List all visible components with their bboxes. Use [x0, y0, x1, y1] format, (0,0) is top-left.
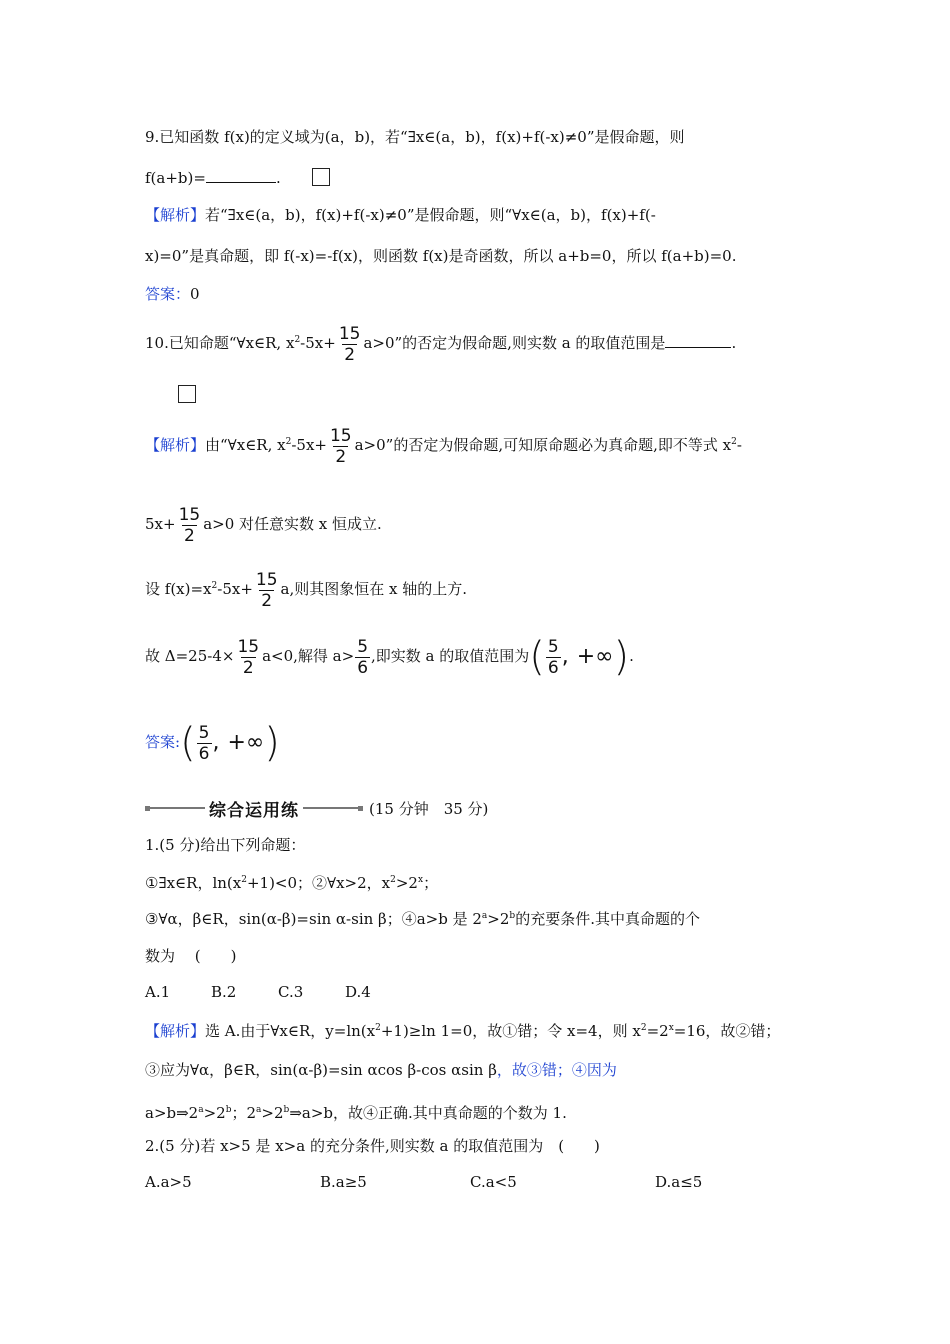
superscript: x — [417, 875, 424, 885]
superscript: a — [256, 1105, 262, 1115]
answer-value: 0 — [190, 285, 200, 303]
text: -5x+ — [217, 580, 253, 598]
text: ，故③错；④因为 — [496, 1061, 617, 1079]
option-c[interactable]: C.3 — [278, 983, 304, 1001]
left-paren: ( — [529, 634, 545, 680]
q10-stem-b: -5x+ — [300, 334, 336, 352]
q9-stem-text: f(a+b)= — [145, 169, 206, 187]
fraction — [235, 637, 261, 678]
text: a>0 对任意实数 x 恒成立. — [203, 515, 382, 533]
right-paren: ) — [264, 720, 280, 766]
q10-stem-a: 10.已知命题“∀x∈R, x — [145, 334, 295, 352]
answer-checkbox[interactable] — [312, 168, 330, 186]
superscript: b — [225, 1105, 232, 1115]
q10-stem — [145, 318, 736, 365]
numerator: 5 — [198, 722, 210, 743]
superscript: 2 — [294, 335, 301, 345]
analysis-tag: 【解析】 — [145, 1022, 206, 1040]
left-paren: ( — [180, 720, 196, 766]
denominator: 6 — [547, 657, 559, 678]
option-d[interactable]: D.4 — [345, 983, 371, 1001]
option-a[interactable]: A.1 — [145, 983, 171, 1001]
fraction — [254, 570, 280, 611]
option-d[interactable]: D.a≤5 — [655, 1173, 703, 1191]
text: ；2 — [231, 1104, 257, 1122]
option-b[interactable]: B.a≥5 — [320, 1173, 367, 1191]
option-a[interactable]: A.a>5 — [145, 1173, 192, 1191]
text: ； — [423, 874, 439, 892]
option-b[interactable]: B.2 — [211, 983, 237, 1001]
p1-line3 — [145, 906, 700, 929]
numerator: 5 — [547, 636, 559, 657]
analysis-tag: 【解析】 — [145, 206, 206, 224]
text: 设 f(x)=x — [145, 580, 212, 598]
text: a<0,解得 a> — [262, 647, 355, 665]
plus-infinity: +∞ — [227, 730, 265, 755]
divider-dot — [358, 806, 363, 811]
text: - — [736, 436, 742, 454]
fraction — [328, 426, 354, 467]
analysis-tag: 【解析】 — [145, 436, 206, 454]
denominator: 6 — [357, 657, 369, 678]
superscript: 2 — [640, 1023, 647, 1033]
right-paren: ) — [613, 634, 630, 680]
section-header — [145, 796, 488, 820]
text: =16，故②错； — [673, 1022, 781, 1040]
text: >2 — [261, 1104, 284, 1122]
fraction — [197, 723, 212, 764]
answer-blank — [665, 333, 731, 348]
fraction — [546, 637, 561, 678]
numerator: 15 — [237, 636, 260, 657]
q9-stem-line1: 9.已知函数 f(x)的定义域为(a，b)，若“∃x∈(a，b)，f(x)+f(-x)≠0”是假命题，则 — [145, 128, 685, 146]
superscript: a — [198, 1105, 204, 1115]
superscript: 2 — [285, 437, 292, 447]
text: >2 — [395, 874, 418, 892]
text: 选 A.由于∀x∈R，y=ln(x — [205, 1022, 376, 1040]
text: a,则其图象恒在 x 轴的上方. — [280, 580, 468, 598]
superscript: 2 — [375, 1023, 381, 1033]
denominator: 2 — [335, 446, 347, 467]
answer-label: 答案: — [145, 733, 181, 751]
p1-line4: 数为 ( ) — [145, 947, 237, 965]
q9-analysis-text1: 若“∃x∈(a，b)，f(x)+f(-x)≠0”是假命题，则“∀x∈(a，b)，f(x)+f(- — [205, 206, 656, 224]
answer-blank — [206, 168, 276, 183]
superscript: 2 — [211, 581, 218, 591]
q9-stem-line2: f(a+b)= . — [145, 169, 281, 187]
q9-analysis-line1 — [145, 205, 656, 225]
comma: , — [212, 730, 220, 755]
text: 故 Δ=25-4× — [145, 647, 235, 665]
fraction — [177, 505, 203, 546]
superscript: a — [481, 911, 488, 921]
text: +1)<0；②∀x>2，x — [246, 874, 391, 892]
text: a>b⇒2 — [145, 1104, 199, 1122]
text: ③∀α，β∈R，sin(α-β)=sin α-sin β；④a>b 是 2 — [145, 910, 482, 928]
denominator: 6 — [198, 743, 210, 764]
answer-label: 答案： — [145, 285, 191, 303]
text: >2 — [487, 910, 510, 928]
p1-line2 — [145, 870, 438, 893]
numerator: 15 — [255, 569, 278, 590]
p1-stem: 1.(5 分)给出下列命题： — [145, 836, 306, 854]
numerator: 15 — [329, 425, 352, 446]
q10-analysis-line2 — [145, 502, 382, 546]
comma: , — [561, 644, 569, 669]
divider-line — [150, 807, 205, 809]
q10-analysis-line4 — [145, 634, 634, 679]
divider-line — [303, 807, 358, 809]
text: a>0”的否定为假命题,可知原命题必为真命题,即不等式 x — [354, 436, 732, 454]
option-c[interactable]: C.a<5 — [470, 1173, 517, 1191]
numerator: 15 — [338, 323, 361, 344]
p1-analysis-line2 — [145, 1060, 617, 1080]
denominator: 2 — [183, 525, 195, 546]
superscript: x — [668, 1023, 674, 1033]
plus-infinity: +∞ — [576, 644, 614, 669]
text: +1)≥ln 1=0，故①错；令 x=4，则 x — [380, 1022, 641, 1040]
text: -5x+ — [291, 436, 327, 454]
text: =2 — [646, 1022, 669, 1040]
q9-analysis-line2: x)=0”是真命题，即 f(-x)=-f(x)，则函数 f(x)是奇函数，所以 a+b=0，所以 f(a+b)=0. — [145, 247, 737, 265]
superscript: 2 — [731, 437, 737, 447]
superscript: 2 — [241, 875, 247, 885]
period: . — [629, 647, 634, 665]
numerator: 5 — [357, 636, 369, 657]
denominator: 2 — [242, 657, 254, 678]
numerator: 15 — [178, 504, 201, 525]
text: 的充要条件.其中真命题的个 — [515, 910, 700, 928]
fraction — [337, 324, 363, 365]
fraction — [355, 637, 370, 678]
denominator: 2 — [261, 590, 273, 611]
denominator: 2 — [344, 344, 356, 365]
superscript: 2 — [390, 875, 396, 885]
section-title: 综合运用练 — [209, 800, 299, 821]
text: 由“∀x∈R, x — [205, 436, 286, 454]
q9-answer — [145, 284, 200, 304]
superscript: b — [283, 1105, 290, 1115]
period: . — [731, 334, 737, 352]
p1-analysis-line1 — [145, 1018, 780, 1041]
q10-analysis-line1 — [145, 420, 742, 467]
q10-stem-c: a>0”的否定为假命题,则实数 a 的取值范围是 — [363, 334, 666, 352]
text: >2 — [203, 1104, 226, 1122]
p2-stem: 2.(5 分)若 x>5 是 x>a 的充分条件,则实数 a 的取值范围为 ( ) — [145, 1137, 600, 1155]
q10-analysis-line3 — [145, 564, 467, 611]
text: ③应为∀α，β∈R，sin(α-β)=sin αcos β-cos αsin β — [145, 1061, 497, 1079]
answer-checkbox[interactable] — [178, 385, 196, 403]
text: ⇒a>b，故④正确.其中真命题的个数为 1. — [289, 1104, 567, 1122]
section-meta: (15 分钟 35 分) — [369, 799, 489, 818]
q10-answer — [145, 720, 280, 765]
text: 5x+ — [145, 515, 176, 533]
p1-analysis-line3 — [145, 1100, 567, 1123]
text: ,即实数 a 的取值范围为 — [371, 647, 530, 665]
superscript: b — [509, 911, 516, 921]
text: ①∃x∈R，ln(x — [145, 874, 242, 892]
